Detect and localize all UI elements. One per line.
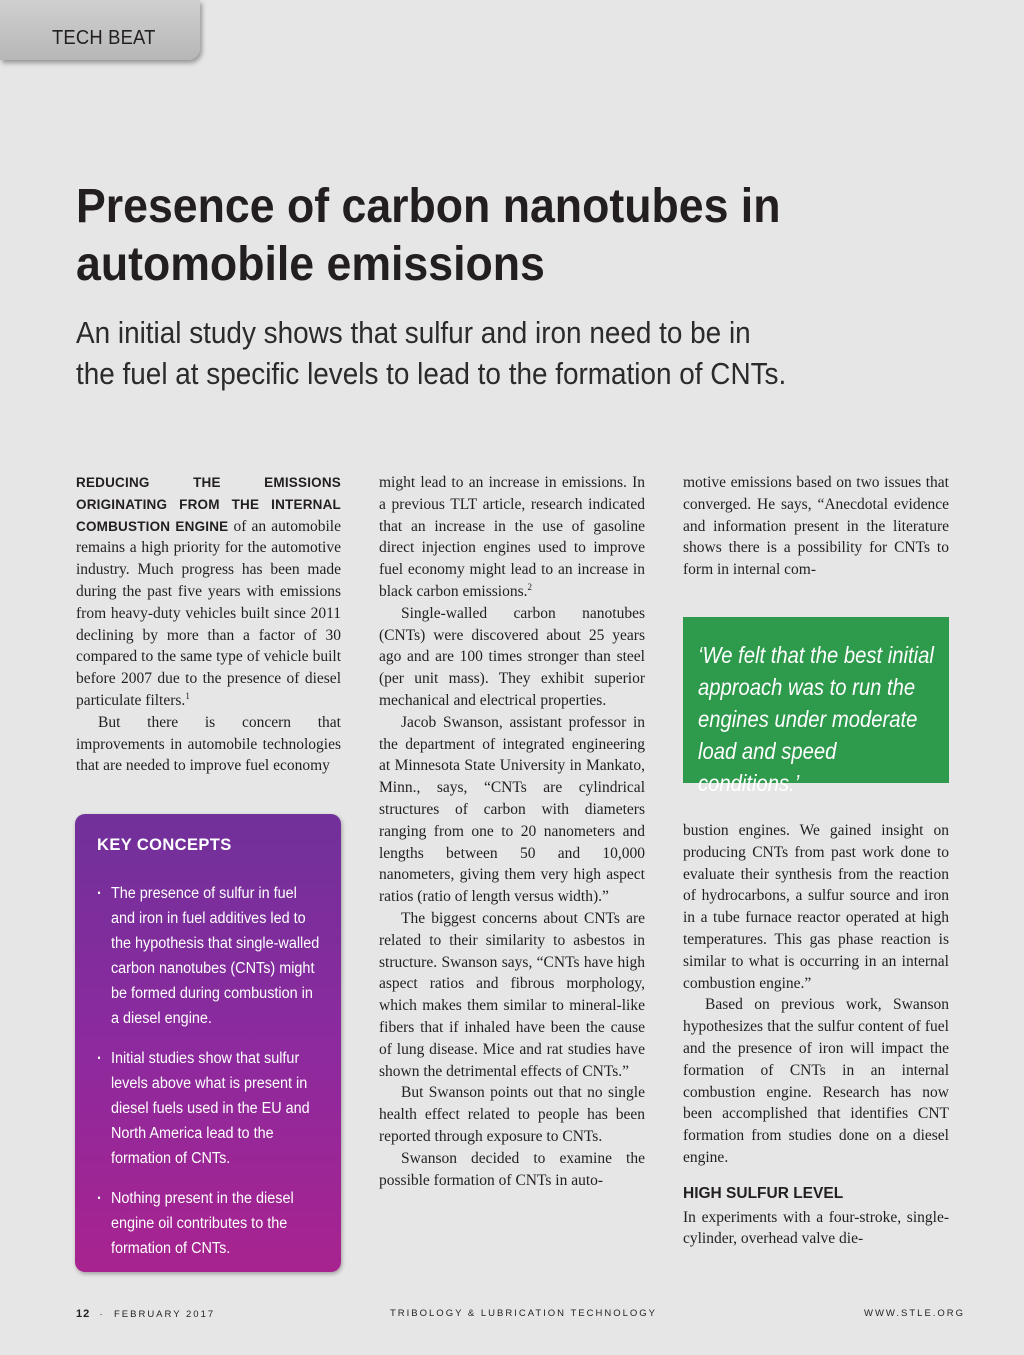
col3-paragraph-2: bustion engines. We gained insight on producing CNTs from past work done to evaluate their synthesis from the reaction of hydrocarbons, a sulfur source and iron in a tube furnace reactor operated at high temperatures. This gas phase reaction is similar to what is occurring in an internal combustion engine.” <box>683 822 949 992</box>
key-concepts-title: KEY CONCEPTS <box>97 836 232 854</box>
footnote-ref-2: 2 <box>527 581 533 592</box>
pull-quote-box <box>683 617 949 796</box>
footer-left <box>76 1308 215 1320</box>
key-concept-item: · Nothing present in the diesel engine oil contributes to the formation of CNTs. <box>97 1186 325 1261</box>
column-3-top <box>683 472 949 581</box>
website-url: WWW.STLE.ORG <box>864 1308 966 1319</box>
col2-paragraph-4: The biggest concerns about CNTs are related to their similarity to asbestos in structure. Swanson says, “CNTs have high aspect ratios and fibrous morphology, which makes them similar to mineral-like fibers that if inhaled have been the cause of lung disease. Mice and rat studies have shown the detrimental effects of CNTs.” <box>379 909 645 1080</box>
column-3-bottom <box>683 820 949 1250</box>
column-2 <box>379 472 645 1191</box>
col2-paragraph-2: Single-walled carbon nanotubes (CNTs) were discovered about 25 years ago and are 100 times stronger than steel (per unit mass). They exhibit superior mechanical and electrical properties. <box>379 604 645 709</box>
pull-quote: ‘We felt that the best initial approach was to run the engines under moderate load and speed conditions.’ <box>698 642 934 796</box>
col2-paragraph-6: Swanson decided to examine the possible formation of CNTs in auto- <box>379 1149 645 1189</box>
col3-paragraph-4: In experiments with a four-stroke, single-cylinder, overhead valve die- <box>683 1208 949 1248</box>
publication-name: TRIBOLOGY & LUBRICATION TECHNOLOGY <box>390 1308 658 1319</box>
col3-paragraph-1: motive emissions based on two issues that converged. He says, “Anecdotal evidence and information present in the literature shows there is a possibility for CNTs to form in internal com- <box>683 474 949 579</box>
col2-paragraph-3: Jacob Swanson, assistant professor in the department of integrated engineering at Minnesota State University in Mankato, Minn., says, “CNTs are cylindrical structures of carbon with diameters ranging from one to 20 nanometers and lengths between 50 and 10,000 nanometers, giving them very high aspect ratios (ratio of length versus width).” <box>379 713 645 906</box>
col1-paragraph-2: But there is concern that improvements in automobile technologies that are needed to improve fuel economy <box>76 713 341 775</box>
key-concepts-box <box>75 814 341 1272</box>
article-deck: An initial study shows that sulfur and iron need to be in the fuel at specific levels to lead to the formation of CNTs. <box>76 315 787 391</box>
headline-line-2: automobile emissions <box>76 238 545 291</box>
section-subhead: HIGH SULFUR LEVEL <box>683 1184 844 1202</box>
col1-paragraph-1: REDUCING THE EMISSIONS ORIGINATING FROM THE INTERNAL COMBUSTION ENGINE of an automobile remains a high priority for the automotive industry. Much progress has been made during the past five years with emissions from heavy-duty vehicles built since 2011 declining by more than a factor of 30 compared to the same type of vehicle built before 2007 due to the presence of diesel particulate filters.$^1$ <box>76 475 341 709</box>
footer-separator: · <box>99 1309 105 1320</box>
headline-line-1: Presence of carbon nanotubes in <box>76 180 781 233</box>
col2-paragraph-1: might lead to an increase in emissions. In a previous TLT article, research indicated that an increase in the use of gasoline direct injection engines used to improve fuel economy might lead to an increase in black carbon emissions.$^2$ <box>379 474 645 600</box>
section-tab <box>0 0 200 60</box>
col3-paragraph-3: Based on previous work, Swanson hypothesizes that the sulfur content of fuel and the presence of iron will impact the formation of CNTs in an internal combustion engine. Research has now been accomplished that identifies CNT formation from studies done on a diesel engine. <box>683 996 949 1166</box>
key-concept-item: · Initial studies show that sulfur levels above what is present in diesel fuels used in the EU and North America lead to the formation of CNTs. <box>97 1046 325 1171</box>
col2-paragraph-5: But Swanson points out that no single health effect related to people has been reported through exposure to CNTs. <box>379 1084 645 1145</box>
article-headline <box>76 178 913 294</box>
page-number: 12 <box>76 1308 91 1320</box>
issue-date: FEBRUARY 2017 <box>113 1309 216 1320</box>
section-tab-label: TECH BEAT <box>52 27 156 49</box>
key-concept-item: · The presence of sulfur in fuel and iron in fuel additives led to the hypothesis that single-walled carbon nanotubes (CNTs) might be formed during combustion in a diesel engine. <box>97 881 325 1031</box>
key-concepts-list <box>97 881 321 1261</box>
column-1 <box>76 472 341 777</box>
lead-in: REDUCING THE EMISSIONS ORIGINATING FROM THE INTERNAL COMBUSTION ENGINE <box>76 475 341 534</box>
footnote-ref-1: 1 <box>185 690 190 701</box>
